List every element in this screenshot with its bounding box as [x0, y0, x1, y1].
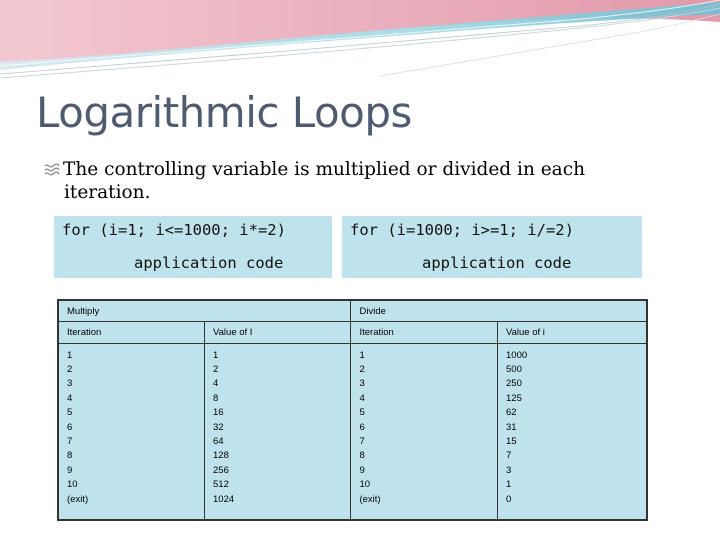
table-row — [58, 343, 647, 520]
table-cell-value: 9 — [67, 464, 73, 476]
table-cell-value: 7 — [506, 450, 512, 462]
table-cell-value: 0 — [506, 493, 512, 505]
column-header: Iteration — [351, 321, 498, 343]
table-cell-value: 500 — [506, 363, 522, 375]
table-cell-value: (exit) — [67, 493, 89, 505]
wave-bullet-icon — [44, 162, 60, 178]
table-cell-value: 31 — [506, 421, 517, 433]
bullet-text — [63, 158, 644, 204]
code-loop-header: for (i=1000; i>=1; i/=2) — [350, 221, 574, 239]
bullet-line-1: The controlling variable is multiplied or divided in each — [63, 159, 585, 180]
table-column-header-row — [58, 321, 647, 343]
column-header: Iteration — [58, 321, 205, 343]
code-loop-body: application code — [422, 254, 572, 272]
table-cell-value: 125 — [506, 392, 522, 404]
table-cell-value: 5 — [67, 407, 73, 419]
column-header: Value of I — [205, 321, 351, 343]
table-cell-value: 32 — [213, 421, 224, 433]
table-group-header-row — [58, 300, 647, 321]
table-cell-value: 8 — [67, 450, 73, 462]
table-cell-value: 9 — [359, 464, 365, 476]
code-box-multiply — [54, 216, 332, 278]
table-cell-value: 16 — [213, 407, 224, 419]
iteration-table — [57, 299, 648, 521]
table-cell-value: 8 — [213, 392, 219, 404]
multiply-iteration-cell — [58, 343, 205, 520]
table-cell-value: 1 — [506, 479, 512, 491]
divide-value-cell — [498, 343, 648, 520]
table-cell-value: 250 — [506, 378, 522, 390]
divide-iteration-cell — [351, 343, 498, 520]
table-cell-value: 6 — [359, 421, 365, 433]
table-cell-value: 2 — [359, 363, 365, 375]
table-cell-value: 4 — [359, 392, 365, 404]
table-cell-value: 7 — [67, 435, 73, 447]
table-cell-value: 4 — [213, 378, 219, 390]
table-cell-value: 1 — [213, 349, 219, 361]
table-cell-value: 10 — [359, 479, 371, 491]
slide-title: Logarithmic Loops — [36, 88, 412, 137]
table-cell-value: 64 — [213, 435, 224, 447]
table-cell-value: 1 — [359, 349, 365, 361]
bullet-line-2: iteration. — [64, 182, 151, 203]
table-cell-value: 3 — [67, 378, 73, 390]
table-cell-value: 1000 — [506, 349, 528, 361]
table-cell-value: 5 — [359, 407, 365, 419]
table-cell-value: 8 — [359, 450, 365, 462]
table-cell-value: 1 — [67, 349, 73, 361]
table-cell-value: 256 — [213, 464, 229, 476]
multiply-value-cell — [205, 343, 351, 520]
table-cell-value: 3 — [506, 464, 512, 476]
table-cell-value: 10 — [67, 479, 78, 491]
table-cell-value: 512 — [213, 479, 229, 491]
table-cell-value: 7 — [359, 435, 365, 447]
table-cell-value: 62 — [506, 407, 517, 419]
table-cell-value: (exit) — [359, 493, 381, 505]
divide-header: Divide — [351, 300, 647, 321]
header-decoration — [0, 0, 720, 80]
table-cell-value: 15 — [506, 435, 517, 447]
table-cell-value: 3 — [359, 378, 365, 390]
table-cell-value: 1024 — [213, 493, 235, 505]
table-cell-value: 128 — [213, 450, 229, 462]
code-box-divide — [342, 216, 642, 278]
code-loop-body: application code — [134, 254, 284, 272]
bullet-point — [44, 158, 644, 204]
code-loop-header: for (i=1; i<=1000; i*=2) — [62, 221, 286, 239]
multiply-header: Multiply — [58, 300, 351, 321]
table-cell-value: 4 — [67, 392, 73, 404]
table-cell-value: 2 — [213, 363, 219, 375]
table-cell-value: 2 — [67, 363, 73, 375]
column-header: Value of i — [498, 321, 648, 343]
table-cell-value: 6 — [67, 421, 73, 433]
